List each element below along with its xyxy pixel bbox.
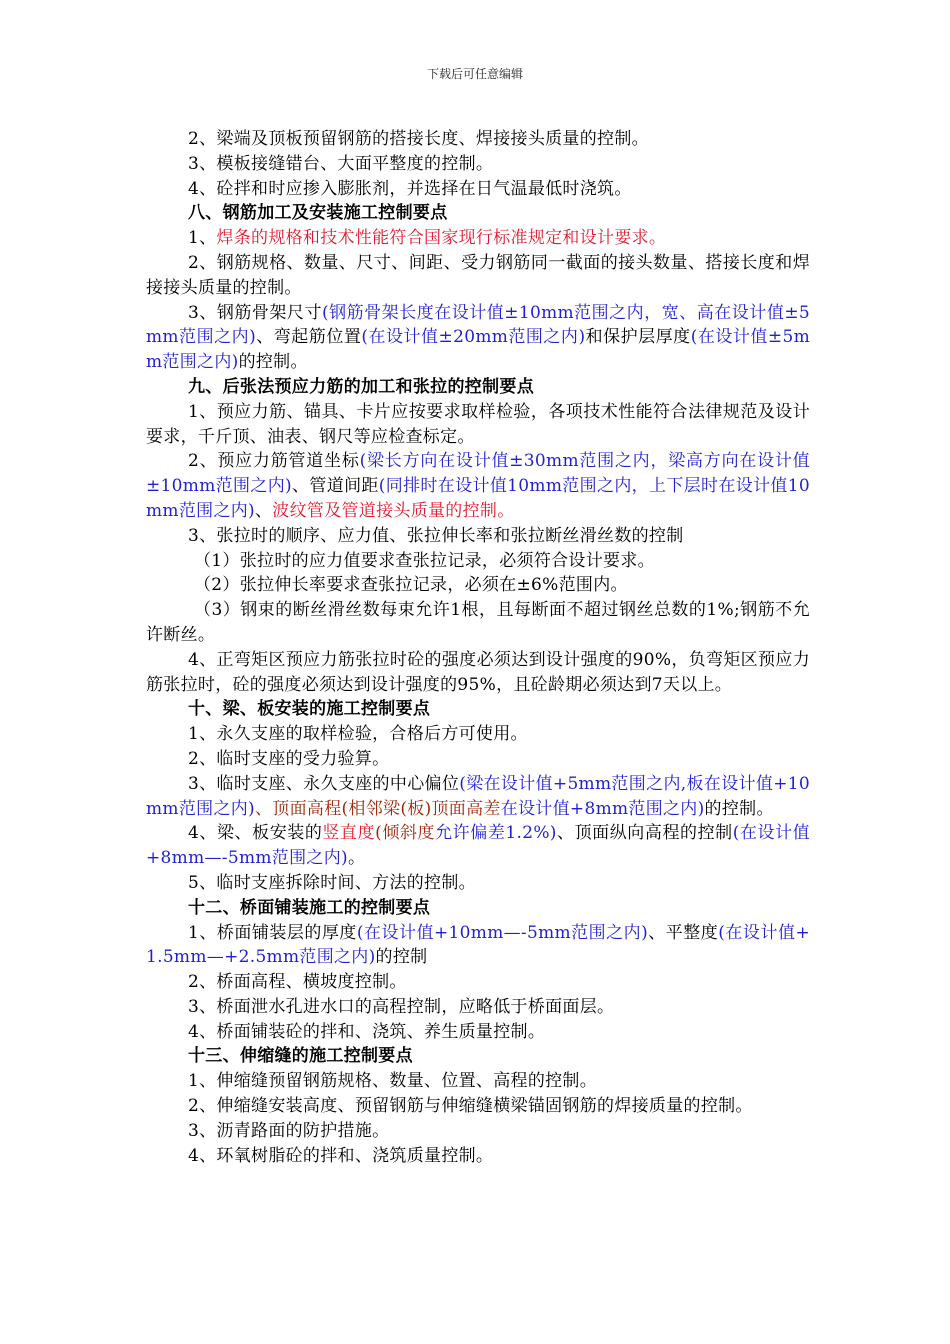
section-heading-8: 八、钢筋加工及安装施工控制要点 bbox=[188, 203, 448, 224]
section-heading-9: 九、后张法预应力筋的加工和张拉的控制要点 bbox=[188, 376, 534, 397]
item-12-1: 1、桥面铺装层的厚度(在设计值+10mm—-5mm范围之内)、平整度(在设计值+1.5mm—+2.5mm范围之内)的控制 bbox=[146, 922, 810, 968]
item-13-2: 2、伸缩缝安装高度、预留钢筋与伸缩缝横梁锚固钢筋的焊接质量的控制。 bbox=[188, 1096, 753, 1117]
item-12-4: 4、桥面铺装砼的拌和、浇筑、养生质量控制。 bbox=[188, 1021, 546, 1042]
item-10-1: 1、永久支座的取样检验，合格后方可使用。 bbox=[188, 724, 528, 745]
item-13-1: 1、伸缩缝预留钢筋规格、数量、位置、高程的控制。 bbox=[188, 1071, 598, 1092]
item-12-2: 2、桥面高程、横坡度控制。 bbox=[188, 972, 407, 993]
item-13-4: 4、环氧树脂砼的拌和、浇筑质量控制。 bbox=[188, 1145, 494, 1166]
document-body bbox=[146, 127, 810, 1168]
item-8-2: 2、钢筋规格、数量、尺寸、间距、受力钢筋同一截面的接头数量、搭接长度和焊接接头质量的控制。 bbox=[146, 252, 810, 298]
item-9-3-1: （1）张拉时的应力值要求查张拉记录，必须符合设计要求。 bbox=[194, 550, 655, 571]
item-9-3: 3、张拉时的顺序、应力值、张拉伸长率和张拉断丝滑丝数的控制 bbox=[188, 525, 684, 546]
item-7-3: 3、模板接缝错台、大面平整度的控制。 bbox=[188, 153, 494, 174]
item-12-3: 3、桥面泄水孔进水口的高程控制，应略低于桥面面层。 bbox=[188, 996, 615, 1017]
item-7-4: 4、砼拌和时应掺入膨胀剂，并选择在日气温最低时浇筑。 bbox=[188, 178, 632, 199]
item-10-2: 2、临时支座的受力验算。 bbox=[188, 748, 390, 769]
item-9-4: 4、正弯矩区预应力筋张拉时砼的强度必须达到设计强度的90%，负弯矩区预应力筋张拉时，砼的强度必须达到设计强度的95%，且砼龄期必须达到7天以上。 bbox=[146, 649, 810, 695]
item-10-4: 4、梁、板安装的竖直度(倾斜度允许偏差1.2%)、顶面纵向高程的控制(在设计值+8mm—-5mm范围之内)。 bbox=[146, 823, 810, 869]
item-8-1: 1、焊条的规格和技术性能符合国家现行标准规定和设计要求。 bbox=[188, 228, 667, 249]
item-9-3-2: （2）张拉伸长率要求查张拉记录，必须在±6%范围内。 bbox=[194, 575, 628, 596]
item-9-1: 1、预应力筋、锚具、卡片应按要求取样检验，各项技术性能符合法律规范及设计要求，千斤顶、油表、钢尺等应检查标定。 bbox=[146, 401, 810, 447]
item-10-3: 3、临时支座、永久支座的中心偏位(梁在设计值+5mm范围之内,板在设计值+10mm范围之内)、顶面高程(相邻梁(板)顶面高差在设计值+8mm范围之内)的控制。 bbox=[146, 773, 810, 819]
item-9-2: 2、预应力筋管道坐标(梁长方向在设计值±30mm范围之内，梁高方向在设计值±10mm范围之内)、管道间距(同排时在设计值10mm范围之内，上下层时在设计值10mm范围之内)、波纹管及管道接头质量的控制。 bbox=[146, 451, 811, 521]
item-7-2: 2、梁端及顶板预留钢筋的搭接长度、焊接接头质量的控制。 bbox=[188, 129, 649, 149]
section-heading-10: 十、梁、板安装的施工控制要点 bbox=[188, 699, 431, 720]
item-8-3: 3、钢筋骨架尺寸(钢筋骨架长度在设计值±10mm范围之内，宽、高在设计值±5mm范围之内)、弯起筋位置(在设计值±20mm范围之内)和保护层厚度(在设计值±5mm范围之内)的控制。 bbox=[146, 302, 811, 373]
item-13-3: 3、沥青路面的防护措施。 bbox=[188, 1120, 390, 1141]
page-header: 下载后可任意编辑 bbox=[426, 67, 523, 81]
item-10-5: 5、临时支座拆除时间、方法的控制。 bbox=[188, 872, 476, 893]
item-9-3-3: （3）钢束的断丝滑丝数每束允许1根，且每断面不超过钢丝总数的1%;钢筋不允许断丝。 bbox=[146, 600, 810, 645]
section-heading-13: 十三、伸缩缝的施工控制要点 bbox=[188, 1046, 413, 1067]
section-heading-12: 十二、桥面铺装施工的控制要点 bbox=[188, 897, 431, 918]
